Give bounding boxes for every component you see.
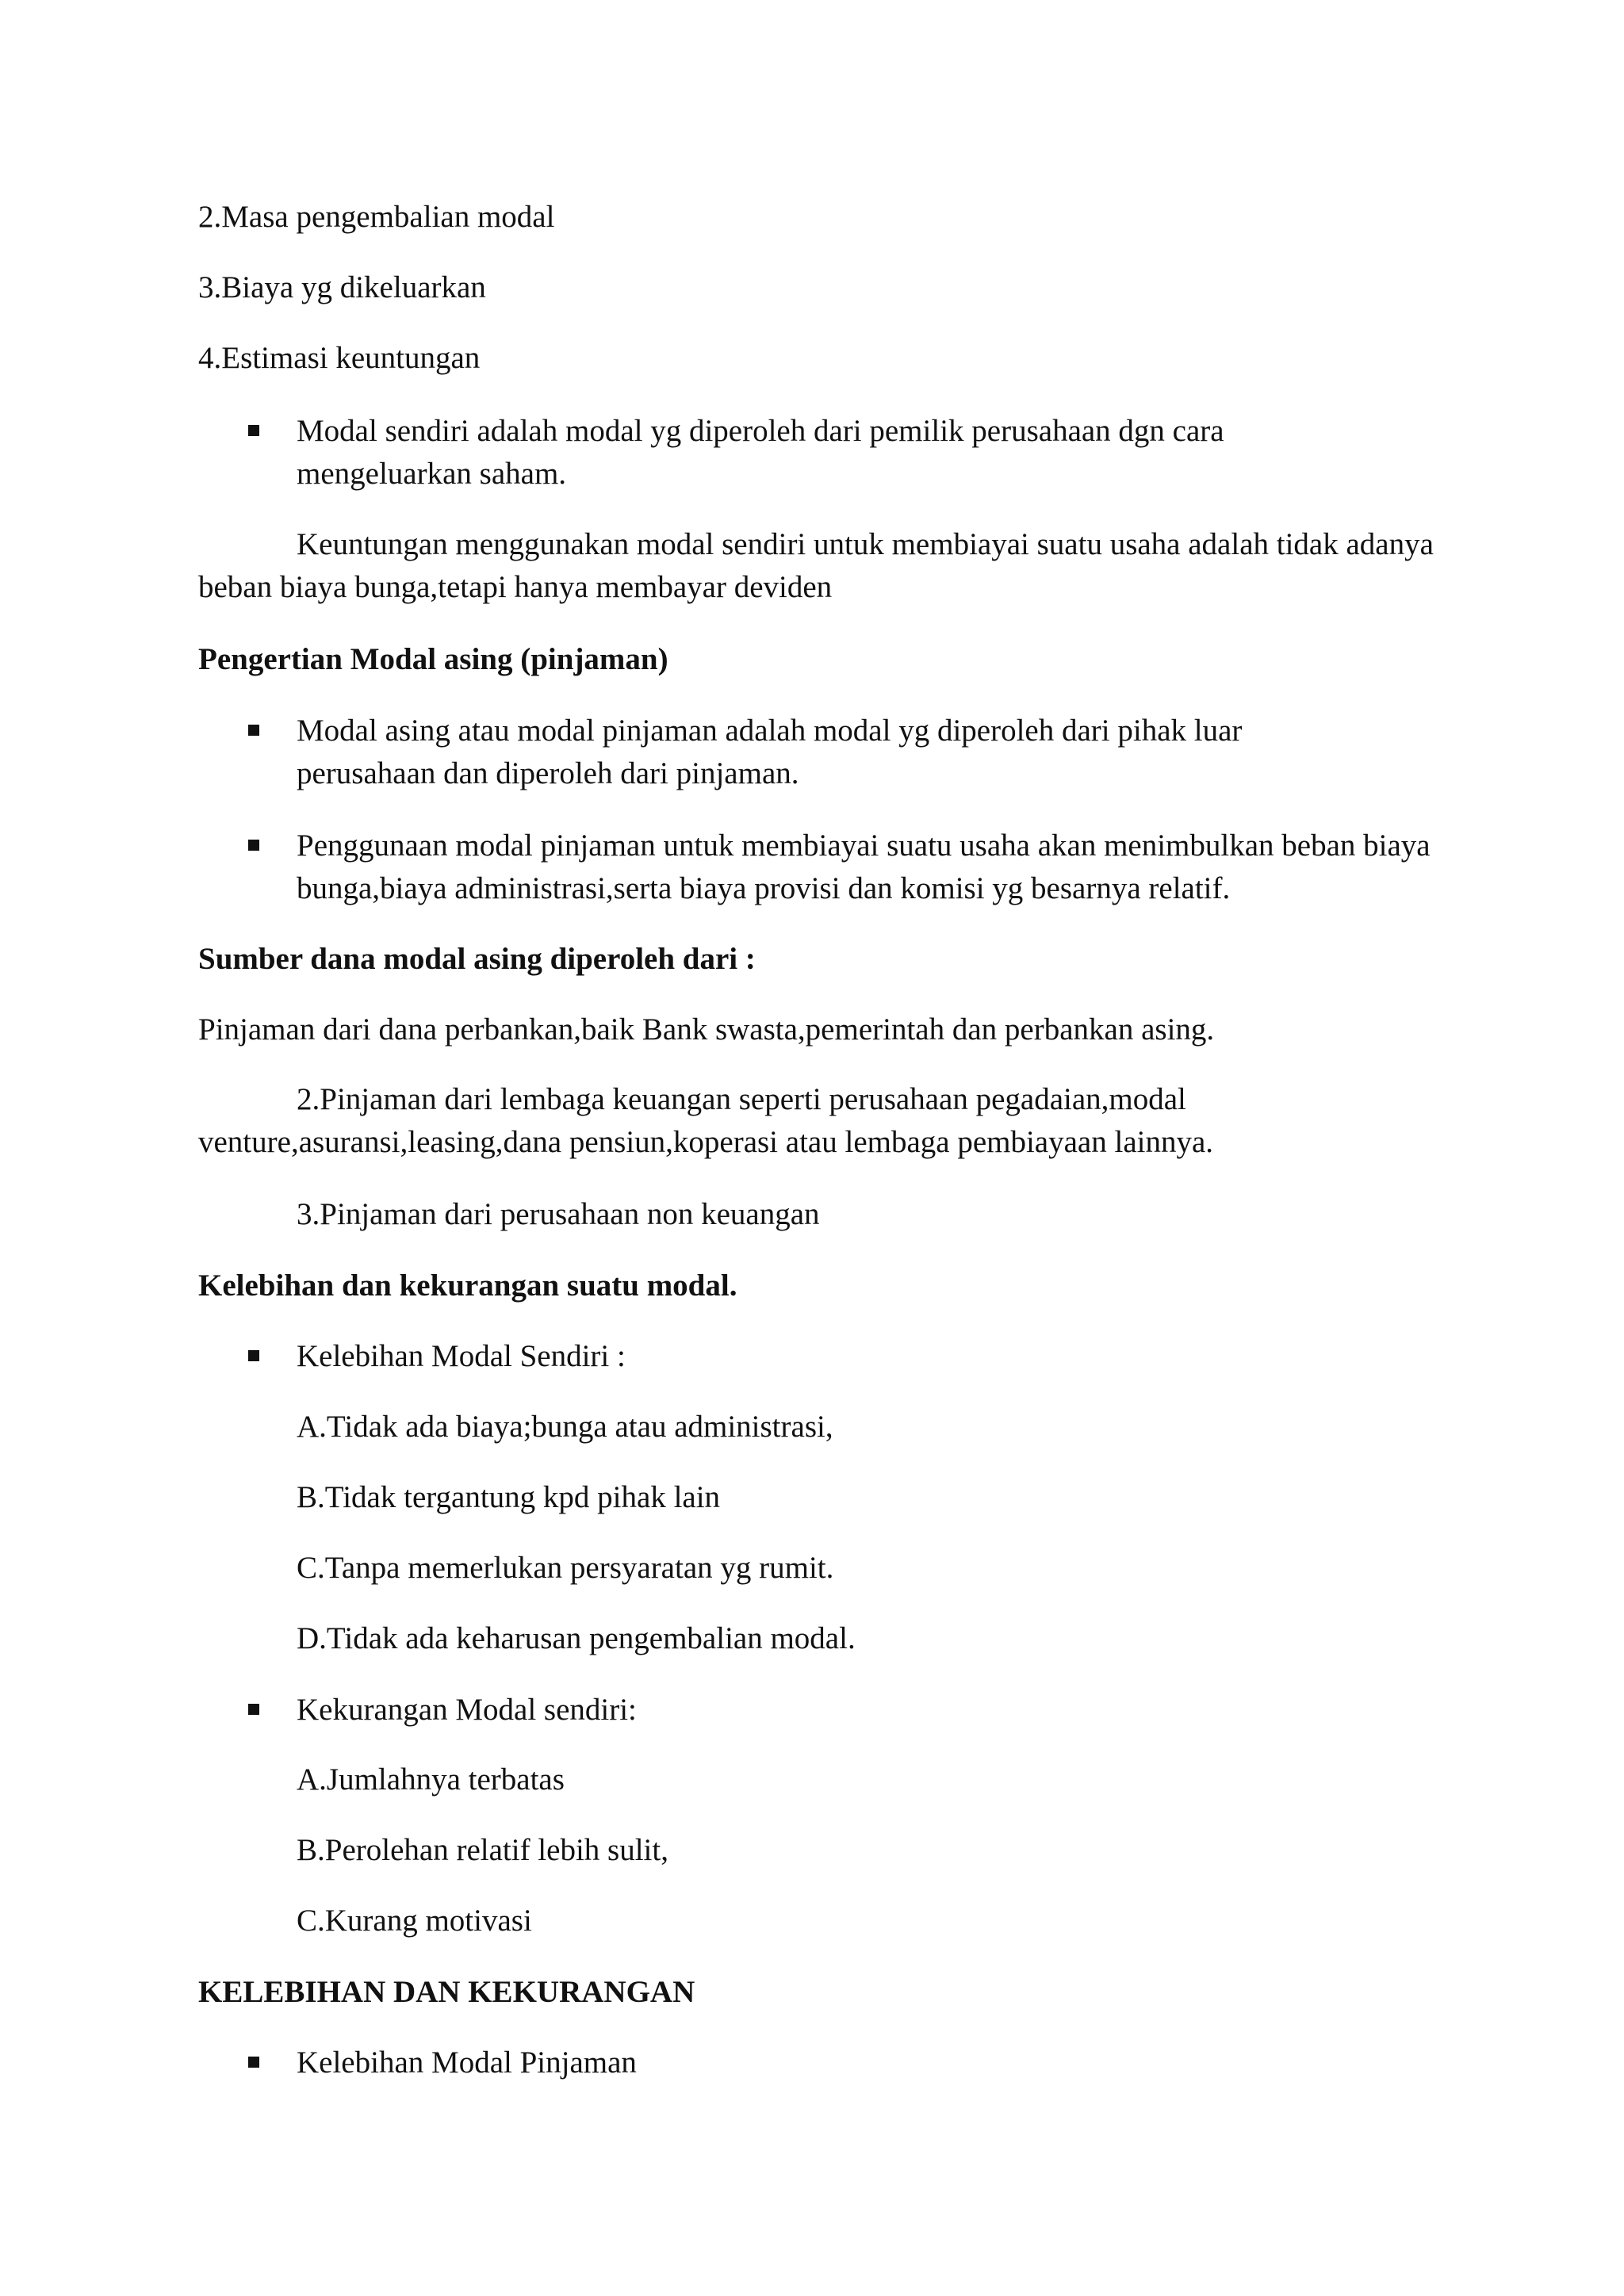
line-pinjaman-non-keuangan: 3.Pinjaman dari perusahaan non keuangan [297, 1197, 820, 1231]
bullet-penggunaan-modal [198, 825, 1435, 910]
bullet-kelebihan-modal-pinjaman [198, 2042, 1435, 2084]
square-bullet-icon [248, 1350, 259, 1361]
para-keuntungan: Keuntungan menggunakan modal sendiri untuk membiayai suatu usaha adalah tidak adanya beban biaya bunga,tetapi hanya membayar deviden [198, 527, 1434, 604]
bullet-kelebihan-modal-pinjaman-text: Kelebihan Modal Pinjaman [297, 2045, 637, 2080]
bullet-kelebihan-modal-sendiri [198, 1335, 1435, 1378]
square-bullet-icon [248, 725, 259, 736]
bullet-modal-asing-text: Modal asing atau modal pinjaman adalah modal yg diperoleh dari pihak luar perusahaan dan diperoleh dari pinjaman. [297, 714, 1243, 790]
kelebihan-sendiri-item-a: A.Tidak ada biaya;bunga atau administrasi, [297, 1410, 833, 1444]
heading-kelebihan-dan-kekurangan: KELEBIHAN DAN KEKURANGAN [198, 1975, 695, 2009]
line-pinjaman-perbankan: Pinjaman dari dana perbankan,baik Bank swasta,pemerintah dan perbankan asing. [198, 1012, 1215, 1047]
kekurangan-sendiri-item-c: C.Kurang motivasi [297, 1904, 532, 1938]
bullet-modal-sendiri-text: Modal sendiri adalah modal yg diperoleh dari pemilik perusahaan dgn cara mengeluarkan saham. [297, 414, 1224, 491]
bullet-modal-sendiri [198, 410, 1435, 496]
bullet-kekurangan-modal-sendiri [198, 1689, 1435, 1732]
square-bullet-icon [248, 1704, 259, 1715]
heading-pengertian-modal-asing: Pengertian Modal asing (pinjaman) [198, 642, 668, 676]
bullet-kelebihan-modal-sendiri-text: Kelebihan Modal Sendiri : [297, 1339, 626, 1373]
bullet-modal-asing [198, 710, 1435, 795]
square-bullet-icon [248, 840, 259, 851]
para-pinjaman-lembaga: 2.Pinjaman dari lembaga keuangan seperti perusahaan pegadaian,modal venture,asuransi,leasing,dana pensiun,koperasi atau lembaga pembiayaan lainnya. [198, 1082, 1214, 1159]
line-estimasi-keuntungan: 4.Estimasi keuntungan [198, 341, 481, 375]
line-biaya-dikeluarkan: 3.Biaya yg dikeluarkan [198, 270, 486, 304]
line-masa-pengembalian: 2.Masa pengembalian modal [198, 200, 555, 234]
heading-kelebihan-kekurangan: Kelebihan dan kekurangan suatu modal. [198, 1269, 737, 1303]
kelebihan-sendiri-item-b: B.Tidak tergantung kpd pihak lain [297, 1480, 721, 1514]
square-bullet-icon [248, 2057, 259, 2068]
bullet-kekurangan-modal-sendiri-text: Kekurangan Modal sendiri: [297, 1693, 637, 1727]
heading-sumber-dana: Sumber dana modal asing diperoleh dari : [198, 942, 756, 976]
kelebihan-sendiri-item-d: D.Tidak ada keharusan pengembalian modal. [297, 1621, 856, 1655]
kelebihan-sendiri-item-c: C.Tanpa memerlukan persyaratan yg rumit. [297, 1551, 834, 1585]
kekurangan-sendiri-item-b: B.Perolehan relatif lebih sulit, [297, 1833, 668, 1867]
kekurangan-sendiri-item-a: A.Jumlahnya terbatas [297, 1762, 565, 1797]
bullet-penggunaan-modal-text: Penggunaan modal pinjaman untuk membiayai suatu usaha akan menimbulkan beban biaya bunga,biaya administrasi,serta biaya provisi dan komisi yg besarnya relatif. [297, 828, 1431, 905]
square-bullet-icon [248, 425, 259, 436]
